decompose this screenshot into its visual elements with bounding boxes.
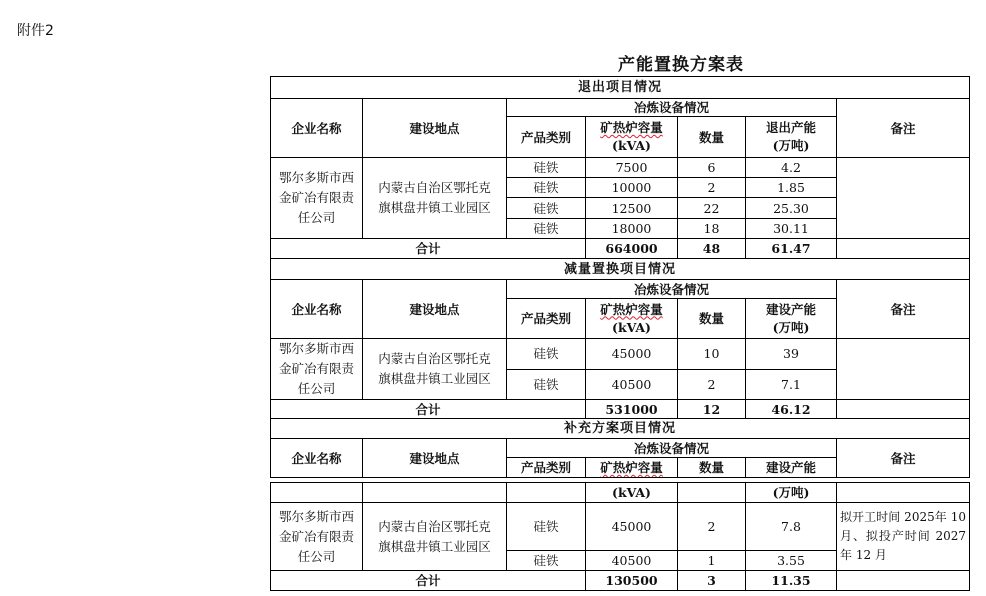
reduce-row-output: 39: [746, 339, 837, 370]
exit-section-title: 退出项目情况: [271, 77, 970, 99]
header-capacity-line1: 矿热炉容量: [600, 460, 663, 475]
supplement-total-label: 合计: [271, 571, 586, 591]
reduce-section-title: 减量置换项目情况: [271, 259, 970, 280]
continuation-blank: [271, 483, 363, 503]
exit-row-capacity: 7500: [586, 158, 678, 178]
exit-location: 内蒙古自治区鄂托克旗棋盘井镇工业园区: [363, 158, 507, 239]
reduce-total-label: 合计: [271, 400, 586, 419]
header-exit-capacity: [746, 117, 837, 158]
supplement-row-output: 7.8: [746, 503, 837, 551]
supplement-total-qty: 3: [678, 571, 746, 591]
header-capacity-unit: (kVA): [586, 483, 678, 503]
supplement-total-output: 11.35: [746, 571, 837, 591]
header-build-capacity: 建设产能: [746, 458, 837, 478]
exit-total-label: 合计: [271, 239, 586, 259]
header-location: 建设地点: [363, 280, 507, 339]
capacity-table-continuation: [270, 482, 970, 591]
header-build-capacity-unit: (万吨): [746, 483, 837, 503]
header-capacity-line1: 矿热炉容量: [600, 301, 663, 317]
reduce-row-capacity: 45000: [586, 339, 678, 370]
supplement-location: 内蒙古自治区鄂托克旗棋盘井镇工业园区: [363, 503, 507, 571]
header-quantity: 数量: [678, 299, 746, 339]
supplement-total-remark: [837, 571, 970, 591]
reduce-total-capacity: 531000: [586, 400, 678, 419]
reduce-company: 鄂尔多斯市西金矿冶有限责任公司: [271, 339, 363, 400]
header-product: 产品类别: [507, 117, 586, 158]
reduce-row-product: 硅铁: [507, 369, 586, 400]
exit-row-qty: 2: [678, 178, 746, 198]
supplement-company: 鄂尔多斯市西金矿冶有限责任公司: [271, 503, 363, 571]
reduce-row-qty: 10: [678, 339, 746, 370]
exit-total-qty: 48: [678, 239, 746, 259]
exit-row-product: 硅铁: [507, 198, 586, 219]
exit-row-product: 硅铁: [507, 178, 586, 198]
header-build-capacity-line1: 建设产能: [765, 301, 816, 317]
reduce-location: 内蒙古自治区鄂托克旗棋盘井镇工业园区: [363, 339, 507, 400]
exit-total-capacity: 664000: [586, 239, 678, 259]
supplement-total-capacity: 130500: [586, 571, 678, 591]
header-capacity: [586, 299, 678, 339]
reduce-total-qty: 12: [678, 400, 746, 419]
header-capacity-unit: (kVA): [612, 319, 651, 335]
supplement-remark: 拟开工时间 2025年 10 月、拟投产时间 2027 年 12 月: [837, 503, 970, 571]
exit-row-output: 30.11: [746, 219, 837, 239]
continuation-blank: [678, 483, 746, 503]
exit-row-capacity: 18000: [586, 219, 678, 239]
supplement-row-output: 3.55: [746, 551, 837, 571]
header-exit-capacity-unit: (万吨): [772, 138, 810, 153]
exit-total-output: 61.47: [746, 239, 837, 259]
header-equipment: 冶炼设备情况: [507, 280, 837, 299]
header-capacity: [586, 458, 678, 478]
exit-row-qty: 6: [678, 158, 746, 178]
exit-remark: [837, 158, 970, 239]
header-location: 建设地点: [363, 99, 507, 158]
header-company: 企业名称: [271, 99, 363, 158]
page-title: 产能置换方案表: [618, 55, 744, 75]
header-capacity: [586, 117, 678, 158]
header-equipment: 冶炼设备情况: [507, 99, 837, 117]
header-equipment: 冶炼设备情况: [507, 439, 837, 458]
header-exit-capacity-line1: 退出产能: [765, 120, 816, 135]
exit-row-qty: 18: [678, 219, 746, 239]
continuation-blank: [507, 483, 586, 503]
header-capacity-line1: 矿热炉容量: [600, 120, 663, 135]
header-build-capacity: [746, 299, 837, 339]
header-remark: 备注: [837, 99, 970, 158]
continuation-blank: [363, 483, 507, 503]
header-company: 企业名称: [271, 439, 363, 478]
reduce-total-output: 46.12: [746, 400, 837, 419]
reduce-remark: [837, 339, 970, 400]
supplement-row-qty: 2: [678, 503, 746, 551]
supplement-row-qty: 1: [678, 551, 746, 571]
supplement-row-capacity: 45000: [586, 503, 678, 551]
exit-row-capacity: 12500: [586, 198, 678, 219]
exit-row-product: 硅铁: [507, 158, 586, 178]
supplement-row-capacity: 40500: [586, 551, 678, 571]
header-build-capacity-unit: (万吨): [772, 319, 810, 335]
header-product: 产品类别: [507, 299, 586, 339]
header-remark: 备注: [837, 439, 970, 478]
exit-company: 鄂尔多斯市西金矿冶有限责任公司: [271, 158, 363, 239]
header-remark: 备注: [837, 280, 970, 339]
header-quantity: 数量: [678, 458, 746, 478]
reduce-total-remark: [837, 400, 970, 419]
attachment-label: 附件2: [17, 23, 54, 39]
exit-row-output: 1.85: [746, 178, 837, 198]
header-quantity: 数量: [678, 117, 746, 158]
reduce-row-output: 7.1: [746, 369, 837, 400]
reduce-row-capacity: 40500: [586, 369, 678, 400]
exit-row-qty: 22: [678, 198, 746, 219]
supplement-row-product: 硅铁: [507, 503, 586, 551]
capacity-table-main: [270, 76, 970, 478]
header-location: 建设地点: [363, 439, 507, 478]
header-product: 产品类别: [507, 458, 586, 478]
exit-row-output: 25.30: [746, 198, 837, 219]
header-company: 企业名称: [271, 280, 363, 339]
header-capacity-unit: (kVA): [612, 138, 651, 153]
exit-total-remark: [837, 239, 970, 259]
exit-row-capacity: 10000: [586, 178, 678, 198]
continuation-blank: [837, 483, 970, 503]
supplement-row-product: 硅铁: [507, 551, 586, 571]
reduce-row-product: 硅铁: [507, 339, 586, 370]
exit-row-product: 硅铁: [507, 219, 586, 239]
reduce-row-qty: 2: [678, 369, 746, 400]
exit-row-output: 4.2: [746, 158, 837, 178]
supplement-section-title: 补充方案项目情况: [271, 419, 970, 439]
